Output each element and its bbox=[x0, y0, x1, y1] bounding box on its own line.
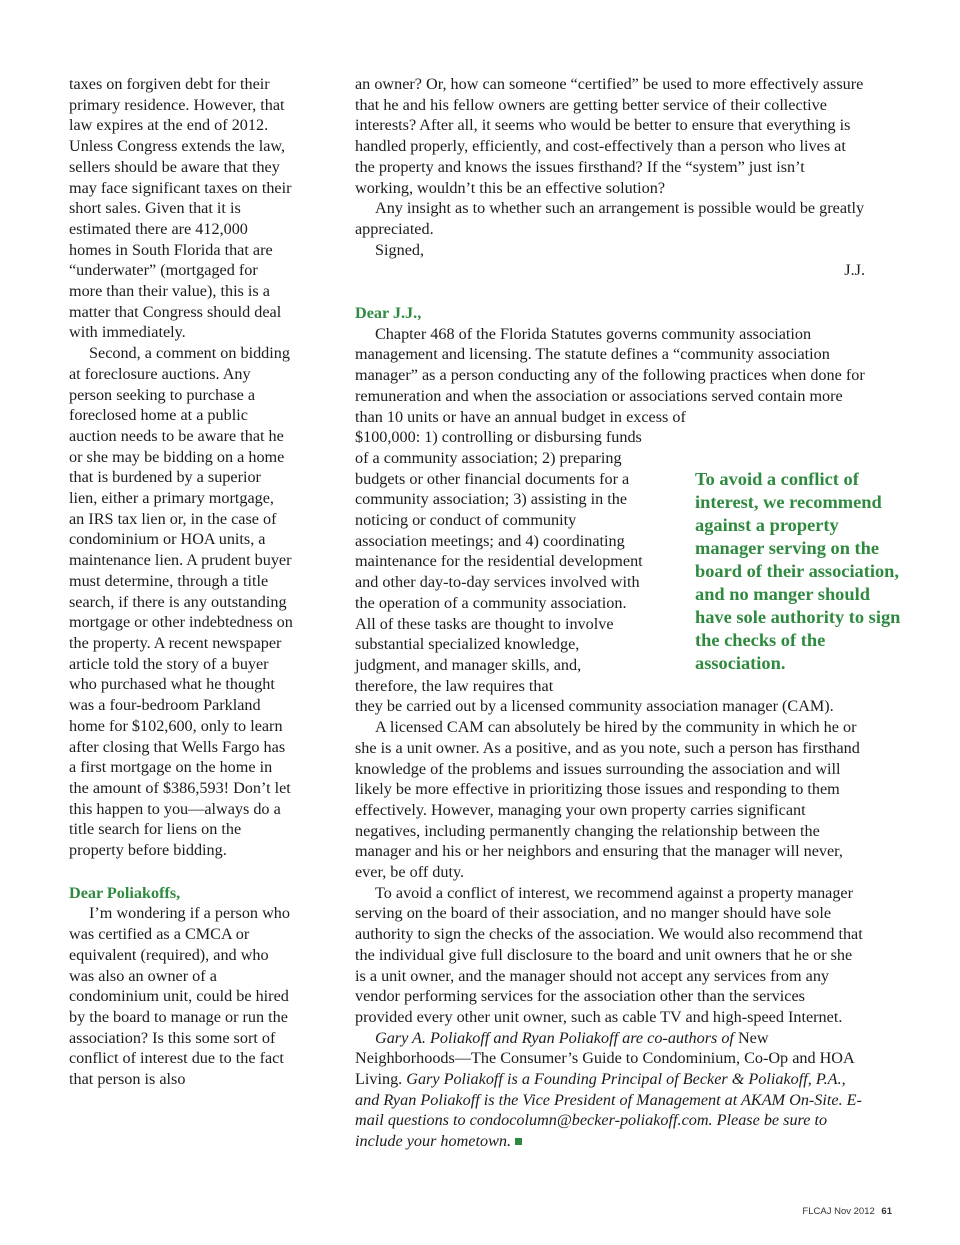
page-footer bbox=[802, 1206, 892, 1217]
body-paragraph: Second, a comment on bidding at foreclosure auctions. Any person seeking to purchase a foreclosed home at a public auction needs to be aware that he or she may be bidding on a home that is burdened by a superior lien, either a primary mortgage, an IRS tax lien or, in the case of condominium or HOA units, a maintenance lien. A prudent buyer must determine, through a title search, if there is any outstanding mortgage or other indebtedness on the property. A recent newspaper article told the story of a buyer who purchased what he thought was a four-bedroom Parkland home for $102,600, only to learn after closing that Wells Fargo has a first mortgage on the home in the amount of $386,593! Don’t let this happen to you—always do a title search for liens on the property before bidding. bbox=[69, 344, 293, 860]
author-bio-text: Gary Poliakoff is a Founding Principal of Becker & Poliakoff, P.A., and Ryan Poliakoff is the Vice President of Management at AKAM On-Site. E-mail questions to condocolumn@becker-poliakoff.com. Please be sure to include your hometown. bbox=[355, 1070, 862, 1151]
left-column bbox=[69, 74, 293, 1090]
letter-paragraph: I’m wondering if a person who was certified as a CMCA or equivalent (required), and who was also an owner of a condominium unit, could be hired by the board to manage or run the association? Is this some sort of conflict of interest due to the fact that person is also bbox=[69, 904, 290, 1089]
pull-quote: To avoid a conflict of interest, we recommend against a property manager serving on the board of their association, and no manger should have sole authority to sign the checks of the association. bbox=[695, 469, 901, 673]
body-paragraph: taxes on forgiven debt for their primary residence. However, that law expires at the end of 2012. Unless Congress extends the law, sellers should be aware that they may face significant taxes on their short sales. Given that it is estimated there are 412,000 homes in South Florida that are “underwater” (mortgaged for more than their value), this is a matter that Congress should deal with immediately. bbox=[69, 75, 292, 342]
letter-signed: Signed, bbox=[375, 240, 425, 259]
reply-heading: Dear J.J., bbox=[355, 304, 422, 323]
page-number: 61 bbox=[881, 1206, 892, 1217]
issue-date: Nov 2012 bbox=[834, 1206, 875, 1217]
letter-initials: J.J. bbox=[844, 261, 865, 280]
reply-paragraph: To avoid a conflict of interest, we recommend against a property manager serving on the board of their association, and no manger should have sole authority to sign the checks of the association. We would also recommend that the individual give full disclosure to the board and unit owners that he or she is a unit owner, and the manager should not accept any services from any vendor performing services for the association other than the services provided every other unit owner, such as cable TV and high-speed Internet. bbox=[355, 883, 863, 1026]
reply-paragraph-wrapped: $100,000: 1) controlling or disbursing funds of a community association; 2) preparing budgets or other financial documents for a community association; 3) assisting in the noticing or conduct of community association meetings; and 4) coordinating maintenance for the residential development and other day-to-day services involved with the operation of a community association. All of these tasks are thought to involve substantial specialized knowledge, judgment, and manager skills, and, therefore, the law requires that bbox=[355, 428, 643, 695]
author-bio-text: Gary A. Poliakoff and Ryan Poliakoff are co-authors of bbox=[375, 1028, 738, 1047]
magazine-name: FLCAJ bbox=[802, 1206, 832, 1217]
book-title: New Neighborhoods—The Consumer’s Guide to Condominium, Co-Op and HOA Living. bbox=[355, 1028, 854, 1089]
end-mark-icon bbox=[515, 1138, 522, 1145]
letter-paragraph: Any insight as to whether such an arrangement is possible would be greatly appreciated. bbox=[355, 199, 865, 238]
letter-paragraph: an owner? Or, how can someone “certified” be used to more effectively assure that he and his fellow owners are getting better service of their collective interests? After all, it seems who would be better to ensure that everything is handled properly, efficiently, and cost-effectively than a person who lives at the property and knows the issues firsthand? If the “system” just isn’t working, wouldn’t this be an effective solution? bbox=[355, 75, 864, 197]
author-bio bbox=[355, 1028, 865, 1152]
letter-heading: Dear Poliakoffs, bbox=[69, 883, 181, 902]
reply-paragraph: A licensed CAM can absolutely be hired by the community in which he or she is a unit owner. As a positive, and as you note, such a person has firsthand knowledge of the problems and issues surrounding the association and will likely be more effective in prioritizing those issues and responding to them effectively. However, managing your own property carries significant negatives, including permanently changing the relationship between the manager and his or her neighbors and ensuring that the manager will never, ever, be off duty. bbox=[355, 718, 860, 882]
reply-paragraph: they be carried out by a licensed community association manager (CAM). bbox=[355, 697, 834, 716]
reply-paragraph: Chapter 468 of the Florida Statutes governs community association management and licensing. The statute defines a “community association manager” as a person conducting any of the following practices when done for remuneration and when the association or associations served contain more than 10 units or have an annual budget in excess of bbox=[355, 324, 865, 426]
